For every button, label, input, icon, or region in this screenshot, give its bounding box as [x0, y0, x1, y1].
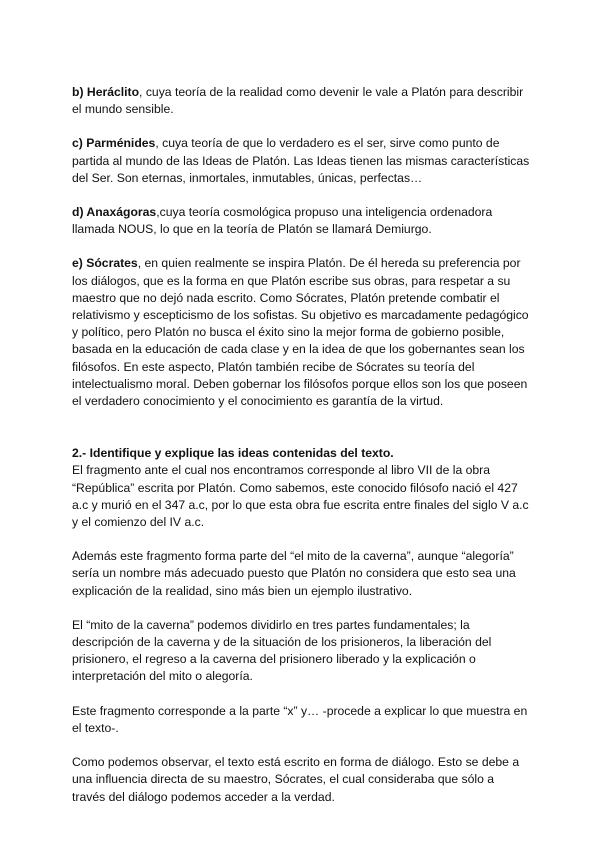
item-label: e) Sócrates [72, 256, 138, 271]
item-anaxagoras [72, 204, 540, 238]
section-heading: 2.- Identifique y explique las ideas contenidas del texto. [72, 446, 394, 461]
item-label: c) Parménides [72, 136, 156, 151]
item-parmenides [72, 135, 540, 187]
paragraph: Como podemos observar, el texto está escrito en forma de diálogo. Esto se debe a una influencia directa de su maestro, Sócrates, el cual consideraba que sólo a través del diálogo podemos acceder a la verdad. [72, 755, 520, 804]
item-text: , cuya teoría de la realidad como devenir le vale a Platón para describir el mundo sensible. [72, 85, 524, 117]
item-socrates [72, 255, 540, 410]
item-text: ,cuya teoría cosmológica propuso una inteligencia ordenadora llamada NOUS, lo que en la teoría de Platón se llamará Demiurgo. [72, 205, 493, 237]
paragraph: Este fragmento corresponde a la parte “x” y… -procede a explicar lo que muestra en el texto-. [72, 703, 528, 735]
paragraph: El “mito de la caverna” podemos dividirlo en tres partes fundamentales; la descripción de la caverna y de la situación de los prisioneros, la liberación del prisionero, el regreso a la caverna del prisionero liberado y la explicación o interpretación del mito o alegoría. [72, 617, 492, 684]
item-label: d) Anaxágoras [72, 205, 157, 220]
item-label: b) Heráclito [72, 85, 140, 99]
section-spacer [72, 427, 540, 445]
item-heraclito [72, 84, 540, 118]
item-text: , en quien realmente se inspira Platón. De él hereda su preferencia por los diálogos, que es la forma en que Platón escribe sus obras, para respetar a su maestro que no dejó nada escrito. Como Sócrates, Platón pretende combatir el relativismo y escepticismo de los sofistas. Su objetivo es marcadamente pedagógico y político, pero Platón no busca el éxito sino la mejor forma de gobierno posible, basada en la educación de cada clase y en la idea de que los gobernantes sean los filósofos. En este aspecto, Platón también recibe de Sócrates su teoría del intelectualismo moral. Deben gobernar los filósofos porque ellos son los que poseen el verdadero conocimiento y el conocimiento es garantía de la virtud. [72, 256, 529, 409]
paragraph: El fragmento ante el cual nos encontramos corresponde al libro VII de la obra “República” escrita por Platón. Como sabemos, este conocido filósofo nació el 427 a.c y murió en el 347 a.c, por lo que esta obra fue escrita entre finales del siglo V a.c y el comienzo del IV a.c. [72, 463, 529, 530]
paragraph: Además este fragmento forma parte del “el mito de la caverna”, aunque “alegoría” sería un nombre más adecuado puesto que Platón no considera que esto sea una explicación de la realidad, sino más bien un ejemplo ilustrativo. [72, 549, 516, 598]
item-text: , cuya teoría de que lo verdadero es el ser, sirve como punto de partida al mundo de las Ideas de Platón. Las Ideas tienen las mismas características del Ser. Son eternas, inmortales, inmutables, únicas, perfectas… [72, 136, 530, 185]
